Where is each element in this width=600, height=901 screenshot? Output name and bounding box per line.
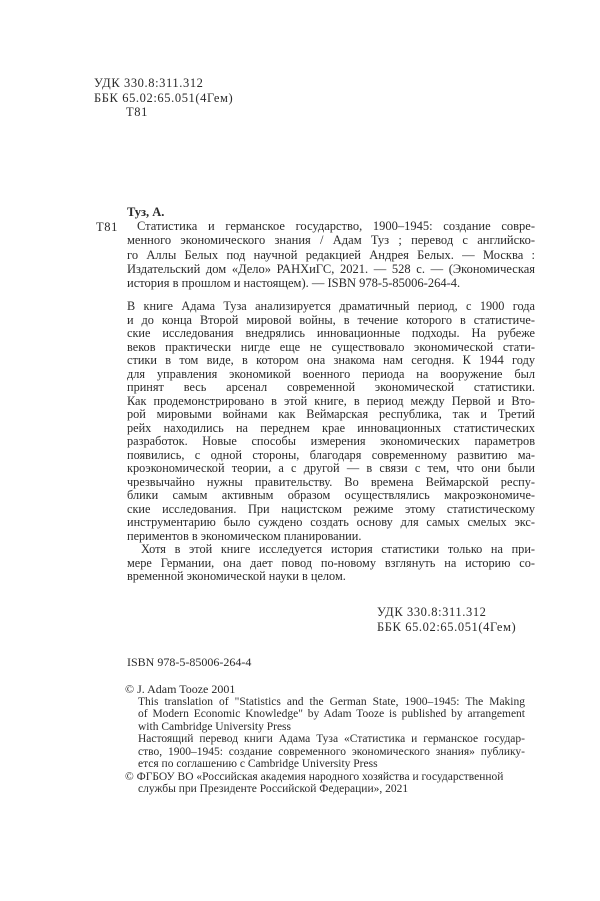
abstract-line: рой мировыми войнами как Веймарская республика, так и Третий <box>127 407 535 421</box>
bbk-code: ББК 65.02:65.051(4Гем) <box>377 619 517 634</box>
translation-note-line: This translation of "Statistics and the German State, 1900–1945: The Making <box>138 695 525 708</box>
abstract-line: блики самым активным образом осуществлялись макроэкономиче- <box>127 488 535 502</box>
copyright-ranepa: службы при Президенте Российской Федерации», 2021 <box>138 783 409 795</box>
copyright-ranepa: © ФГБОУ ВО «Российская академия народного хозяйства и государственной <box>125 770 504 783</box>
translation-note-line: with Cambridge University Press <box>138 720 291 733</box>
citation-line: го Аллы Белых под научной редакцией Андрея Белых. — Москва : <box>127 247 535 262</box>
udk-code: УДК 330.8:311.312 <box>377 605 487 619</box>
translation-note-line: of Modern Economic Knowledge" by Adam Tooze is published by arrangement <box>138 708 525 720</box>
abstract-line: инструментарию было суждено создать основу для самых смелых экс- <box>127 515 535 529</box>
abstract-line: и до конца Второй мировой войны, в течение которого в статистиче- <box>127 312 535 327</box>
abstract-line: появились, с одной стороны, благодаря современному развитию ма- <box>127 447 535 462</box>
top-classification-codes <box>94 76 233 120</box>
copyright-block <box>125 683 525 796</box>
abstract-line: Хотя в этой книге исследуется история статистики только на при- <box>141 542 535 556</box>
translation-note-line: ство, 1900–1945: создание современного экономического знания» публику- <box>138 745 525 758</box>
abstract-line: кроэкономической теории, а с другой — в связи с тем, что они были <box>127 461 535 475</box>
author-sign: Т81 <box>126 105 148 119</box>
abstract-line: ские исследования внедрялись инновационные подходы. На рубеже <box>127 326 535 340</box>
citation-line: история в прошлом и настоящем). — ISBN 978-5-85006-264-4. <box>127 275 461 290</box>
abstract-line: чрезвычайно нужны правительству. Во времена Веймарской респу- <box>127 474 535 489</box>
citation-sign: Т81 <box>96 220 118 234</box>
abstract-line: разработок. Новые способы измерения экономических параметров <box>127 434 535 448</box>
abstract-line: периментов в экономическом планировании. <box>127 528 362 543</box>
abstract-line: В книге Адама Туза анализируется драматичный период, с 1900 года <box>127 299 535 313</box>
abstract-line: ские исследования. При нацистском режиме этому статистическому <box>127 501 535 516</box>
bibliographic-record <box>127 205 535 290</box>
translation-note-line: Настоящий перевод книги Адама Туза «Статистика и германское государ- <box>138 733 525 745</box>
bottom-classification-codes <box>377 605 516 634</box>
abstract <box>127 300 535 584</box>
citation-line: менного экономического знания / Адам Туз ; перевод с английско- <box>127 233 535 248</box>
abstract-line: веков практически нигде еще не существовало экономической стати- <box>127 339 535 354</box>
citation-author: Туз, А. <box>127 205 165 219</box>
bbk-code: ББК 65.02:65.051(4Гем) <box>94 90 234 105</box>
isbn: ISBN 978-5-85006-264-4 <box>127 655 252 669</box>
abstract-line: Как продемонстрировано в этой книге, в период между Первой и Вто- <box>127 393 535 408</box>
abstract-line: стики в том виде, в котором она знакома нам сегодня. К 1944 году <box>127 353 535 367</box>
abstract-line: принят весь арсенал современной экономической статистики. <box>127 380 535 394</box>
citation-line: Издательский дом «Дело» РАНХиГС, 2021. — 528 с. — (Экономическая <box>127 261 535 276</box>
abstract-line: для управления экономикой военного периода на вооружение был <box>127 366 535 381</box>
abstract-line: мере Германии, она дает повод по-новому взглянуть на историю со- <box>127 555 535 570</box>
udk-code: УДК 330.8:311.312 <box>94 76 204 90</box>
citation-line: Статистика и германское государство, 1900–1945: создание совре- <box>137 219 535 234</box>
abstract-line: рейх находились на переднем крае инновационных статистических <box>127 420 535 435</box>
abstract-line: временной экономической науки в целом. <box>127 569 346 583</box>
translation-note-line: ется по соглашению с Cambridge University Press <box>138 758 378 770</box>
copyright-tooze: © J. Adam Tooze 2001 <box>125 682 236 696</box>
